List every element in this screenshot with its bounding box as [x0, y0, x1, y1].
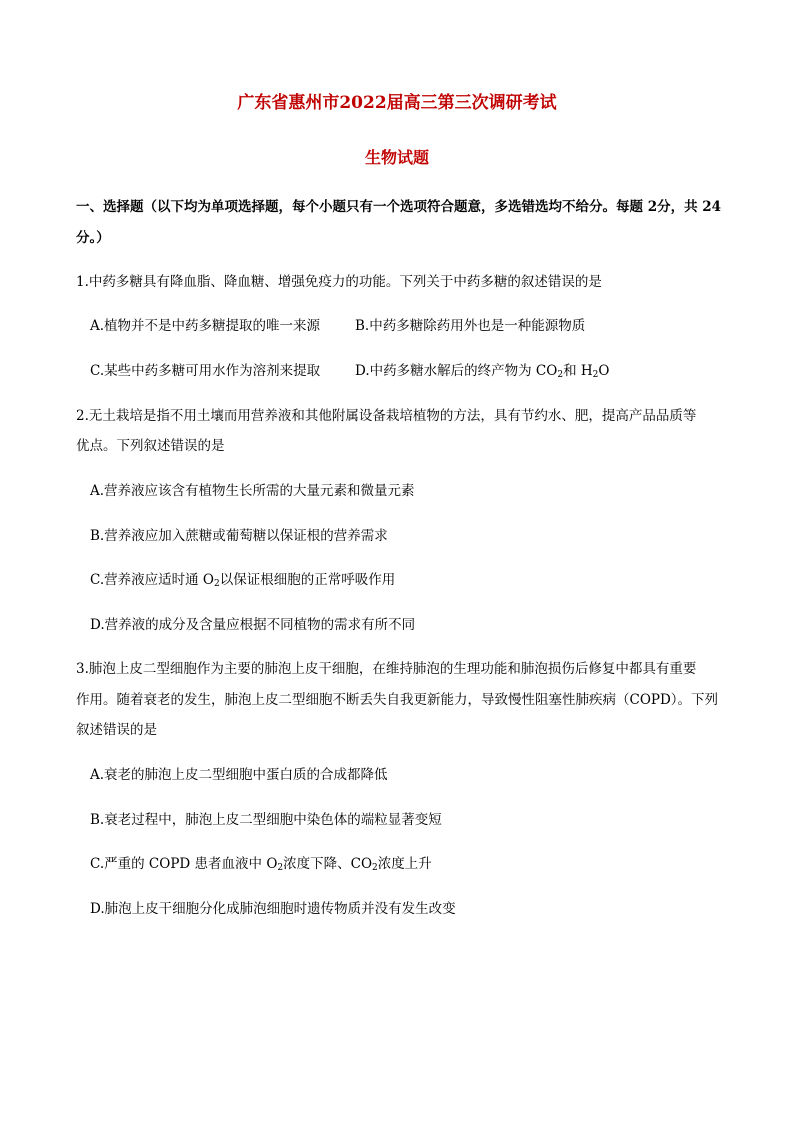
question-3-option-c-text-1: C.严重的 COPD 患者血液中 O	[90, 856, 278, 872]
question-3-option-b: B.衰老过程中，肺泡上皮二型细胞中染色体的端粒显著变短	[90, 812, 442, 828]
question-1-option-a: A.植物并不是中药多糖提取的唯一来源	[90, 318, 321, 334]
question-2-option-a: A.营养液应该含有植物生长所需的大量元素和微量元素	[90, 483, 415, 499]
question-2-option-c-subscript: 2	[214, 579, 220, 589]
question-3-option-c-subscript-1: 2	[277, 863, 284, 873]
question-1-option-d-text-3: O	[598, 363, 610, 379]
question-3-stem-line-1: 3.肺泡上皮二型细胞作为主要的肺泡上皮干细胞，在维持肺泡的生理功能和肺泡损伤后修复中都具有重要	[76, 661, 697, 677]
question-2-option-c-text-2: 以保证根细胞的正常呼吸作用	[219, 572, 396, 588]
question-3-stem-line-2: 作用。随着衰老的发生，肺泡上皮二型细胞不断丢失自我更新能力，导致慢性阻塞性肺疾病（COPD）。下列	[76, 692, 719, 708]
section-instructions-line-1: 一、选择题（以下均为单项选择题，每个小题只有一个选项符合题意，多选错选均不给分。每题 2分，共 24	[76, 199, 722, 215]
question-2-stem-line-2: 优点。下列叙述错误的是	[76, 438, 225, 454]
question-2-option-c-text-1: C.营养液应适时通 O	[90, 572, 214, 588]
question-2-option-d: D.营养液的成分及含量应根据不同植物的需求有所不同	[90, 617, 416, 633]
question-3-option-c	[90, 852, 432, 873]
question-1-option-d	[355, 359, 609, 380]
question-2-option-b: B.营养液应加入蔗糖或葡萄糖以保证根的营养需求	[90, 528, 388, 544]
question-1-option-d-subscript-1: 2	[557, 370, 564, 380]
exam-subtitle: 生物试题	[364, 148, 429, 167]
question-1-option-d-text-2: 和 H	[563, 363, 593, 379]
question-3-option-c-text-3: 浓度上升	[377, 856, 432, 872]
question-3-option-c-text-2: 浓度下降、CO	[283, 856, 373, 872]
question-1-option-c: C.某些中药多糖可用水作为溶剂来提取	[90, 363, 321, 379]
question-3-option-a: A.衰老的肺泡上皮二型细胞中蛋白质的合成都降低	[90, 767, 388, 783]
question-1-option-d-text-1: D.中药多糖水解后的终产物为 CO	[355, 363, 558, 379]
question-1-option-d-subscript-2: 2	[592, 370, 599, 380]
question-1-stem: 1.中药多糖具有降血脂、降血糖、增强免疫力的功能。下列关于中药多糖的叙述错误的是	[76, 274, 602, 290]
question-3-option-c-subscript-2: 2	[372, 863, 378, 873]
question-2-option-c	[90, 568, 395, 589]
question-2-stem-line-1: 2.无土栽培是指不用土壤而用营养液和其他附属设备栽培植物的方法，具有节约水、肥，提高产品品质等	[76, 408, 697, 424]
question-1-option-b: B.中药多糖除药用外也是一种能源物质	[355, 318, 586, 334]
exam-title: 广东省惠州市2022届高三第三次调研考试	[237, 93, 557, 113]
question-3-option-d: D.肺泡上皮干细胞分化成肺泡细胞时遗传物质并没有发生改变	[90, 901, 456, 917]
section-instructions-line-2: 分。）	[76, 230, 110, 246]
question-3-stem-line-3: 叙述错误的是	[76, 722, 157, 738]
